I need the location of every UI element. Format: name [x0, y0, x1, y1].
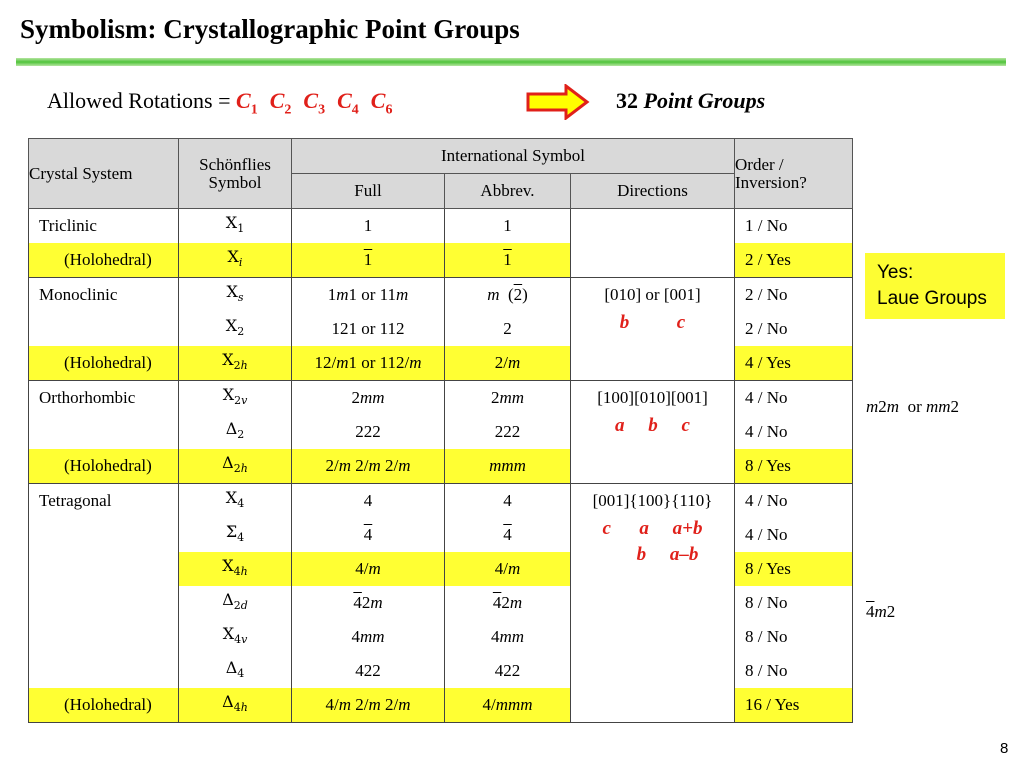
- system-name-empty: [29, 518, 179, 552]
- point-groups-table: [28, 138, 853, 723]
- directions-cell: [571, 484, 735, 723]
- abbrev-symbol-cell: m (2): [445, 278, 571, 313]
- header-international: International Symbol: [292, 139, 735, 174]
- system-name: Orthorhombic: [29, 381, 179, 416]
- abbrev-symbol-cell: 222: [445, 415, 571, 449]
- table-row: [29, 278, 853, 313]
- system-name: Triclinic: [29, 209, 179, 244]
- order-cell: 8 / No: [735, 620, 853, 654]
- holohedral-label: (Holohedral): [29, 346, 179, 381]
- slide-title: Symbolism: Crystallographic Point Groups: [20, 14, 520, 44]
- system-name-empty: [29, 552, 179, 586]
- order-cell: 8 / No: [735, 654, 853, 688]
- schoenflies-cell: $X_s$: [179, 278, 292, 313]
- abbrev-symbol-cell: 2mm: [445, 381, 571, 416]
- order-cell: 8 / Yes: [735, 552, 853, 586]
- schoenflies-cell: $X_{2h}$: [179, 346, 292, 381]
- header-crystal-system: Crystal System: [29, 139, 179, 209]
- header-order: Order / Inversion?: [735, 139, 853, 209]
- directions-cell: [571, 381, 735, 484]
- abbrev-symbol-cell: mmm: [445, 449, 571, 484]
- full-symbol-cell: 4/m 2/m 2/m: [292, 688, 445, 723]
- abbrev-symbol-cell: 1: [445, 209, 571, 244]
- full-symbol-cell: 422: [292, 654, 445, 688]
- holohedral-label: (Holohedral): [29, 688, 179, 723]
- laue-yes-label: Yes:: [877, 262, 914, 283]
- directions-cell: [571, 209, 735, 278]
- full-symbol-cell: 4: [292, 484, 445, 519]
- rotation-c3: $C_3$: [303, 88, 326, 118]
- system-name-empty: [29, 312, 179, 346]
- schoenflies-cell: $X_2$: [179, 312, 292, 346]
- table-row: [29, 381, 853, 416]
- system-name: Monoclinic: [29, 278, 179, 313]
- order-cell: 16 / Yes: [735, 688, 853, 723]
- order-cell: 4 / No: [735, 381, 853, 416]
- abbrev-symbol-cell: 42m: [445, 586, 571, 620]
- order-cell: 2 / No: [735, 278, 853, 313]
- full-symbol-cell: 1: [292, 243, 445, 278]
- abbrev-symbol-cell: 1: [445, 243, 571, 278]
- directions-axes: b a–b: [636, 544, 699, 565]
- page-number: 8: [1000, 740, 1009, 757]
- abbrev-symbol-cell: 2: [445, 312, 571, 346]
- holohedral-label: (Holohedral): [29, 449, 179, 484]
- abbrev-symbol-cell: 4/m: [445, 552, 571, 586]
- full-symbol-cell: 222: [292, 415, 445, 449]
- directions-text: [001]{100}{110}: [592, 491, 713, 510]
- full-symbol-cell: 2/m 2/m 2/m: [292, 449, 445, 484]
- abbrev-symbol-cell: 4: [445, 518, 571, 552]
- full-symbol-cell: 42m: [292, 586, 445, 620]
- system-name-empty: [29, 415, 179, 449]
- abbrev-symbol-cell: 4mm: [445, 620, 571, 654]
- system-name-empty: [29, 620, 179, 654]
- tetragonal-side-note: 4m2: [866, 602, 896, 621]
- full-symbol-cell: 4mm: [292, 620, 445, 654]
- full-symbol-cell: 12/m1 or 112/m: [292, 346, 445, 381]
- abbrev-symbol-cell: 4/mmm: [445, 688, 571, 723]
- abbrev-symbol-cell: 4: [445, 484, 571, 519]
- schoenflies-cell: $X_4$: [179, 484, 292, 519]
- orthorhombic-side-note: m2m or mm2: [866, 397, 960, 416]
- system-name-empty: [29, 654, 179, 688]
- full-symbol-cell: 121 or 112: [292, 312, 445, 346]
- schoenflies-cell: $X_i$: [179, 243, 292, 278]
- point-groups-count: 32 Point Groups: [616, 88, 766, 113]
- order-cell: 1 / No: [735, 209, 853, 244]
- title-underline-bar: [16, 58, 1006, 66]
- holohedral-label: (Holohedral): [29, 243, 179, 278]
- full-symbol-cell: 4: [292, 518, 445, 552]
- rotation-c1: $C_1$: [236, 88, 258, 118]
- schoenflies-cell: $X_{4h}$: [179, 552, 292, 586]
- schoenflies-cell: $X_1$: [179, 209, 292, 244]
- rotation-c6: $C_6$: [370, 88, 393, 118]
- order-cell: 8 / No: [735, 586, 853, 620]
- directions-axes: a b c: [615, 415, 690, 436]
- abbrev-symbol-cell: 422: [445, 654, 571, 688]
- schoenflies-cell: $\Delta_{4h}$: [179, 688, 292, 723]
- order-cell: 2 / Yes: [735, 243, 853, 278]
- order-cell: 4 / No: [735, 484, 853, 519]
- full-symbol-cell: 1m1 or 11m: [292, 278, 445, 313]
- system-name-empty: [29, 586, 179, 620]
- table-row: [29, 484, 853, 519]
- header-abbrev: Abbrev.: [445, 174, 571, 209]
- schoenflies-cell: $\Delta_{2d}$: [179, 586, 292, 620]
- schoenflies-cell: $\Delta_{2h}$: [179, 449, 292, 484]
- directions-text: [010] or [001]: [604, 285, 701, 304]
- schoenflies-cell: $\Delta_2$: [179, 415, 292, 449]
- rotation-c2: $C_2$: [269, 88, 292, 118]
- directions-cell: [571, 278, 735, 381]
- abbrev-symbol-cell: 2/m: [445, 346, 571, 381]
- order-cell: 4 / No: [735, 415, 853, 449]
- directions-axes: b c: [619, 312, 686, 333]
- laue-groups-callout: [865, 253, 1005, 319]
- system-name: Tetragonal: [29, 484, 179, 519]
- header-full: Full: [292, 174, 445, 209]
- schoenflies-cell: $\Delta_4$: [179, 654, 292, 688]
- full-symbol-cell: 1: [292, 209, 445, 244]
- schoenflies-cell: $X_{4v}$: [179, 620, 292, 654]
- laue-groups-label: Laue Groups: [877, 288, 987, 309]
- allowed-rotations-label: Allowed Rotations =: [47, 88, 231, 113]
- schoenflies-cell: $\Sigma_4$: [179, 518, 292, 552]
- allowed-rotations: [47, 88, 404, 118]
- order-cell: 4 / No: [735, 518, 853, 552]
- rotation-c4: $C_4$: [337, 88, 359, 118]
- table-row: [29, 209, 853, 244]
- directions-text: [100][010][001]: [597, 388, 708, 407]
- order-cell: 4 / Yes: [735, 346, 853, 381]
- header-directions: Directions: [571, 174, 735, 209]
- order-cell: 2 / No: [735, 312, 853, 346]
- directions-axes: c a a+b: [602, 518, 703, 539]
- full-symbol-cell: 4/m: [292, 552, 445, 586]
- schoenflies-cell: $X_{2v}$: [179, 381, 292, 416]
- order-cell: 8 / Yes: [735, 449, 853, 484]
- full-symbol-cell: 2mm: [292, 381, 445, 416]
- header-schoenflies: Schönflies Symbol: [179, 139, 292, 209]
- right-arrow-icon: [526, 84, 590, 120]
